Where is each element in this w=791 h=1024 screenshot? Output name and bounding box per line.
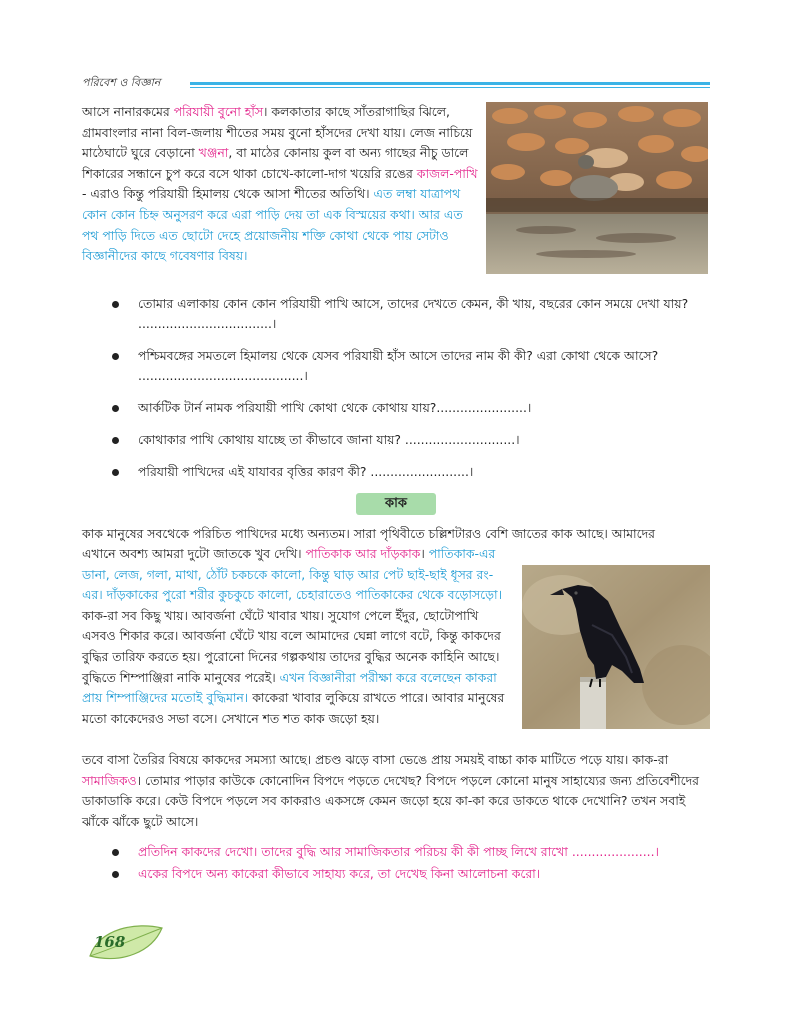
crow-paragraph-3 [82,750,712,832]
crow-photo [522,565,710,729]
intro-paragraph [82,102,480,267]
header-rule-thin [190,87,710,88]
list-item [108,462,710,482]
intro-text-1: আসে নানারকমের [82,104,174,119]
crow-paragraph-1: কাক মানুষের সবথেকে পরিচিত পাখিদের মধ্যে অন্যতম। সারা পৃথিবীতে চল্লিশটারও বেশি জাতের কাক আছে। আমাদের [82,526,655,541]
section-heading-crow: কাক [356,493,436,515]
header-rule [190,82,710,85]
intro-text-7: - এরাও কিন্তু পরিযায়ী হিমালয় থেকে আসা শীতের অতিথি। [82,186,374,202]
crow-text-2a: এখানে অবশ্য আমরা দুটো জাতকে খুব দেখি। [82,546,306,561]
migratory-ducks-photo [486,102,708,274]
intro-text-3: । কলকাতার কাছে সাঁতরাগাছির ঝিলে, গ্রামবাংলার নানা বিল-জলায় শীতের সময় বুনো হাঁসদের দেখা যায়। লেজ নাচিয়ে মাঠেঘাটে ঘুরে বেড়ানো [82,104,473,161]
list-item [108,864,710,884]
crow-text-3c: । তোমার পাড়ার কাউকে কোনোদিন বিপদে পড়তে দেখেছ? বিপদে পড়লে কোনো মানুষ সাহায্যের জন্য প্রতিবেশীদের ডাকাডাকি করে। কেউ বিপদে পড়লে সব কাকরাও একসঙ্গে কেমন জড়ো হয়ে কা-কা করে ডাকতে থাকে দেখোনি? তখন সবাই ঝাঁকে ঝাঁকে ছুটে আসে। [82,772,699,829]
crow-text-3a: তবে বাসা তৈরির বিষয়ে কাকদের সমস্যা আছে। প্রচণ্ড ঝড়ে বাসা ভেঙে প্রায় সময়ই বাচ্চা কাক মাটিতে পড়ে যায়। কাক-রা [82,752,669,767]
highlight-wagtail: খঞ্জনা [198,145,229,161]
header-label: পরিবেশ ও বিজ্ঞান [82,76,161,89]
bullet-icon [112,353,119,360]
highlight-social: সামাজিকও [82,772,137,788]
list-item [108,294,710,334]
crow-activities [108,842,710,886]
migratory-bird-questions [108,294,710,494]
highlight-migration-question: এত লম্বা যাত্রাপথ কোন কোন চিহ্ন অনুসরণ করে এরা পাড়ি দেয় তা এক বিস্ময়ের কথা। আর এত পথ পাড়ি দিতে এত ছোটো দেহে প্রয়োজনীয় শক্তি কোথা থেকে পায় সেটাও বিজ্ঞানীদের কাছে গবেষণার বিষয়। [82,186,463,264]
list-item [108,346,710,386]
highlight-crow-description: পাতিকাক-এর ডানা, লেজ, গলা, মাথা, ঠোঁট চকচকে কালো, কিন্তু ঘাড় আর পেট ছাই-ছাই ধূসর রং-এর। দাঁড়কাকের পুরো শরীর কুচকুচে কালো, চেহারাতেও পাতিকাকের থেকে বড়োসড়ো। [82,546,503,603]
list-item [108,842,710,862]
bullet-icon [112,849,119,856]
bullet-icon [112,437,119,444]
crow-text-2c: । [420,546,429,561]
activity-text: একের বিপদে অন্য কাকেরা কীভাবে সাহায্য করে, তা দেখেছ কিনা আলোচনা করো। [138,866,541,881]
highlight-crow-intelligence: এখন বিজ্ঞানীরা পরীক্ষা করে বলেছেন কাকরা প্রায় শিম্পাঞ্জিদের মতোই বুদ্ধিমান। [82,669,497,706]
list-item [108,398,710,418]
list-item [108,430,710,450]
page-number: 168 [94,933,126,951]
crow-text-2e: কাক-রা সব কিছু খায়। আবর্জনা ঘেঁটে খাবার খায়। সুযোগ পেলে ইঁদুর, ছোটোপাখি এসবও শিকার করে। আবর্জনা ঘেঁটে খায় বলে আমাদের ঘেন্না লাগে বটে, কিন্তু কাকদের বুদ্ধির তারিফ করতে হয়। পুরোনো দিনের গল্পকথায় তাদের বুদ্ধির অনেক কাহিনি আছে। বুদ্ধিতে শিম্পাঞ্জিরা নাকি মানুষের পরেই। [82,607,501,685]
intro-text-5: , বা মাঠের কোনায় কুল বা অন্য গাছের নীচু ডালে শিকারের সন্ধানে চুপ করে বসে থাকা চোখে-কালো-দাগ খয়েরি রঙের [82,145,469,181]
question-text: আর্কটিক টার্ন নামক পরিযায়ী পাখি কোথা থেকে কোথায় যায়?.......................। [138,400,532,415]
bullet-icon [112,405,119,412]
crow-text-2g: কাকেরা খাবার লুকিয়ে রাখতে পারে। আবার মানুষের মতো কাকেদেরও সভা বসে। সেখানে শত শত কাক জড়ো হয়। [82,690,505,726]
highlight-wild-duck: পরিযায়ী বুনো হাঁস [173,104,264,119]
crow-paragraph-2 [82,544,512,729]
highlight-crow-types: পাতিকাক আর দাঁড়কাক [305,546,421,561]
question-text: পরিযায়ী পাখিদের এই যাযাবর বৃত্তির কারণ কী? .........................। [138,464,474,479]
bullet-icon [112,469,119,476]
bullet-icon [112,301,119,308]
question-text: তোমার এলাকায় কোন কোন পরিযায়ী পাখি আসে, তাদের দেখতে কেমন, কী খায়, বছরের কোন সময়ে দেখা যায়? ..................................। [138,296,689,331]
activity-text: প্রতিদিন কাকদের দেখো। তাদের বুদ্ধি আর সামাজিকতার পরিচয় কী কী পাচ্ছ লিখে রাখো .....................। [138,844,659,859]
running-header [82,74,710,94]
highlight-kajal-pakhi: কাজল-পাখি [416,165,478,181]
question-text: কোথাকার পাখি কোথায় যাচ্ছে তা কীভাবে জানা যায়? ............................। [138,432,520,447]
bullet-icon [112,871,119,878]
question-text: পশ্চিমবঙ্গের সমতলে হিমালয় থেকে যেসব পরিযায়ী হাঁস আসে তাদের নাম কী কী? এরা কোথা থেকে আসে? ..........................................। [138,348,659,383]
